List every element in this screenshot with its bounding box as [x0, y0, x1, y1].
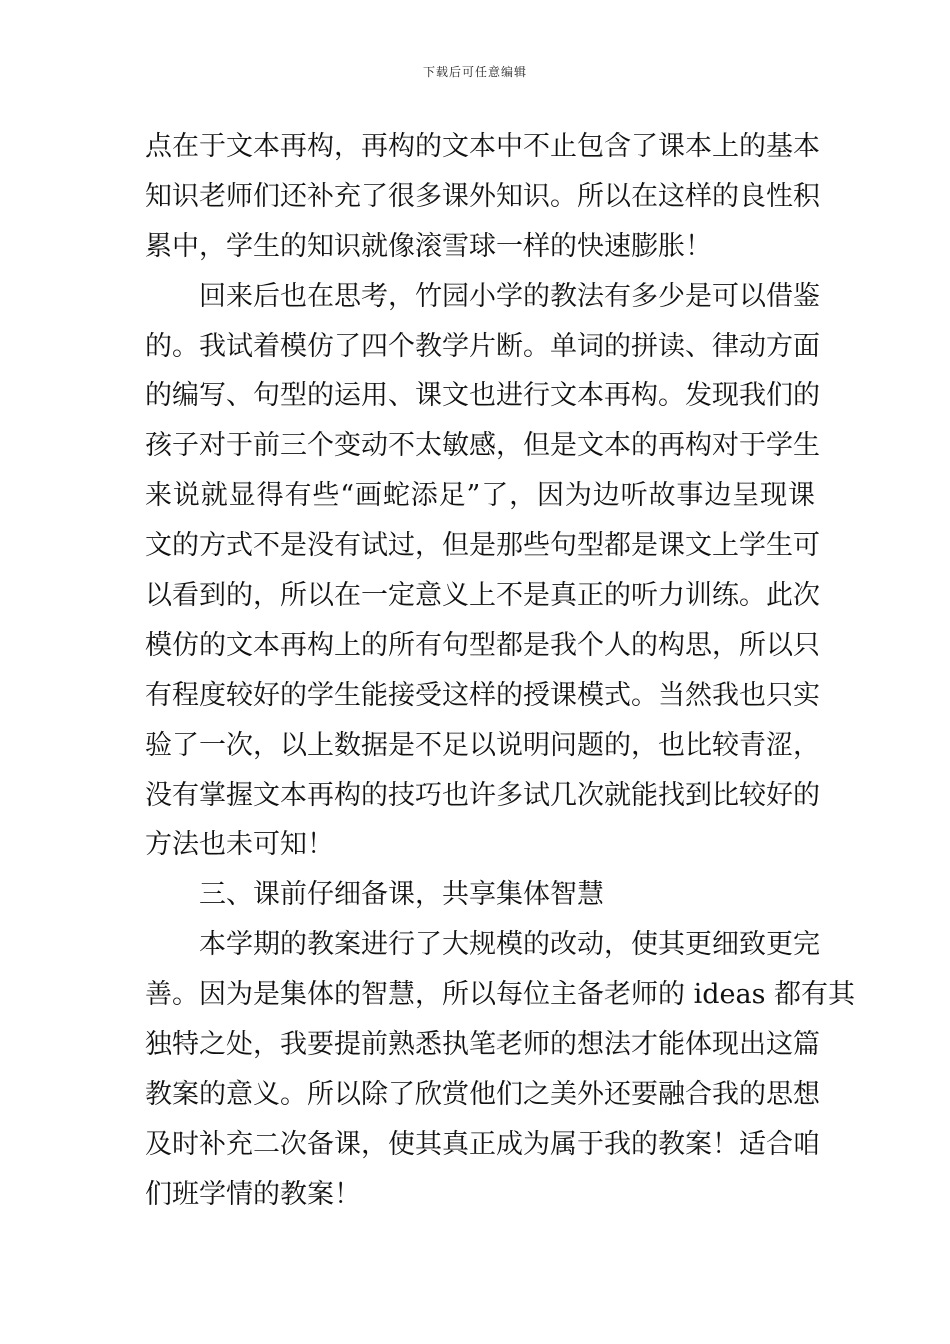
document-body: [145, 122, 856, 1220]
text-line: 的编写、句型的运用、课文也进行文本再构。发现我们的: [145, 380, 820, 412]
text-line: 模仿的文本再构上的所有句型都是我个人的构思，所以只: [145, 629, 820, 661]
text-line: 善。因为是集体的智慧，所以每位主备老师的 ideas 都有其: [145, 979, 856, 1011]
text-line: 回来后也在思考，竹园小学的教法有多少是可以借鉴: [199, 280, 820, 312]
paragraph: [145, 122, 820, 272]
text-line: 文的方式不是没有试过，但是那些句型都是课文上学生可: [145, 530, 820, 562]
text-line: 点在于文本再构，再构的文本中不止包含了课本上的基本: [145, 131, 820, 162]
text-line: 孩子对于前三个变动不太敏感，但是文本的再构对于学生: [145, 430, 820, 462]
page-header: 下载后可任意编辑: [422, 65, 527, 79]
text-line: 本学期的教案进行了大规模的改动，使其更细致更完: [199, 929, 820, 961]
text-line: 累中，学生的知识就像滚雪球一样的快速膨胀！: [145, 230, 712, 262]
paragraph: [145, 272, 820, 871]
text-line: 没有掌握文本再构的技巧也许多试几次就能找到比较好的: [145, 779, 820, 811]
text-line: 有程度较好的学生能接受这样的授课模式。当然我也只实: [145, 679, 820, 711]
section-heading-text: 三、课前仔细备课，共享集体智慧: [199, 879, 604, 911]
text-line: 来说就显得有些“画蛇添足”了，因为边听故事边呈现课: [145, 480, 815, 512]
text-line: 独特之处，我要提前熟悉执笔老师的想法才能体现出这篇: [145, 1029, 820, 1061]
text-line: 们班学情的教案！: [145, 1178, 361, 1210]
text-line: 方法也未可知！: [145, 829, 334, 861]
paragraph: [145, 920, 856, 1219]
text-line: 知识老师们还补充了很多课外知识。所以在这样的良性积: [145, 180, 820, 212]
text-line: 教案的意义。所以除了欣赏他们之美外还要融合我的思想: [145, 1078, 820, 1110]
section-heading: [145, 870, 815, 920]
text-line: 验了一次，以上数据是不足以说明问题的，也比较青涩，: [145, 729, 820, 761]
text-line: 及时补充二次备课，使其真正成为属于我的教案！适合咱: [145, 1128, 820, 1160]
text-line: 的。我试着模仿了四个教学片断。单词的拼读、律动方面: [145, 330, 820, 362]
text-line: 以看到的，所以在一定意义上不是真正的听力训练。此次: [145, 580, 820, 612]
